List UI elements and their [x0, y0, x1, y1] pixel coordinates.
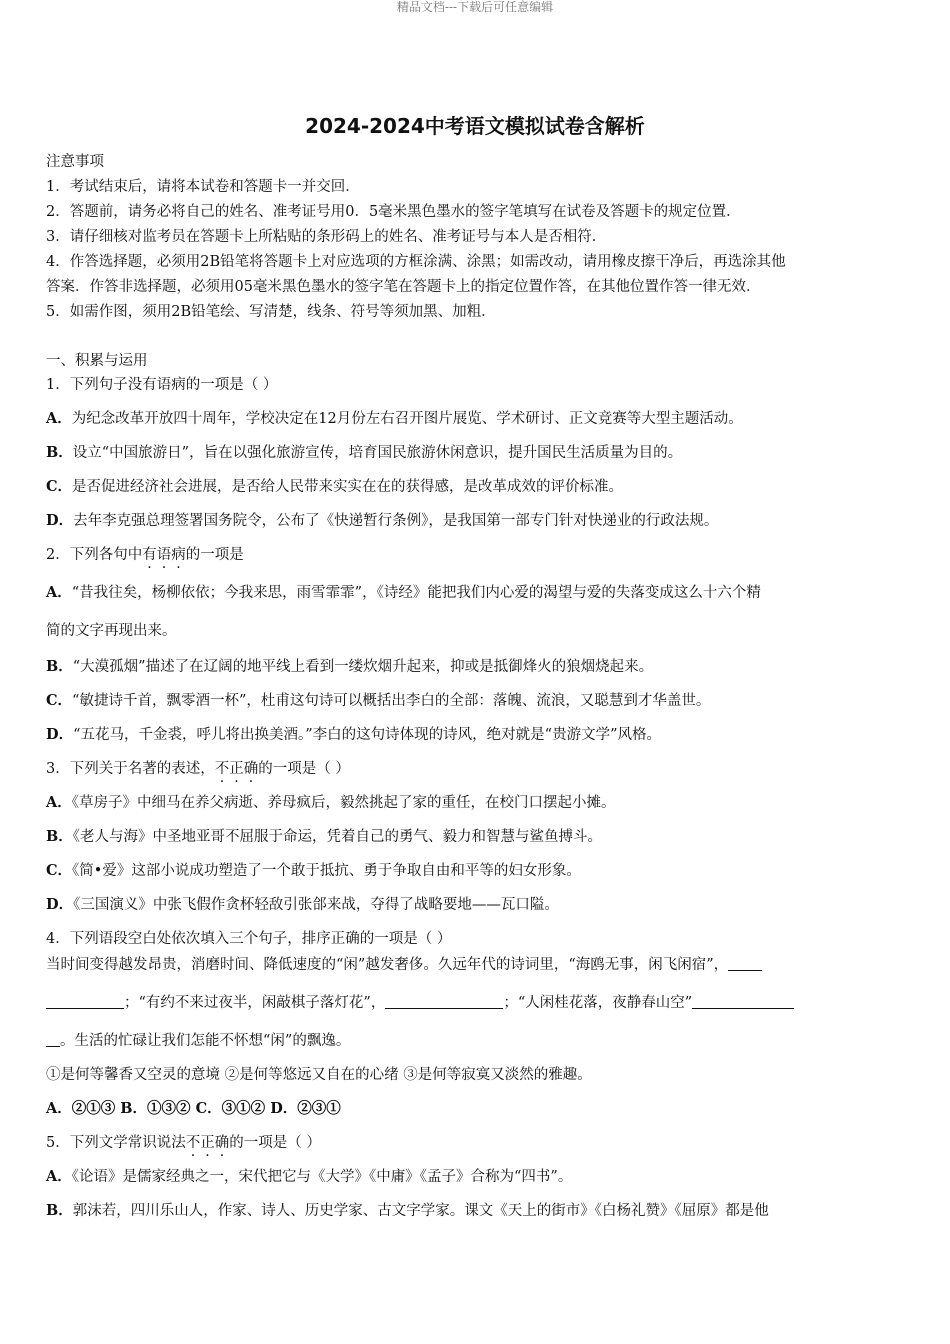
q1-option-c: [46, 475, 904, 499]
blank-line: [728, 954, 762, 971]
emphasis-char: 确: [243, 761, 259, 777]
option-label: D．: [46, 896, 74, 913]
blank-line: [46, 1030, 60, 1047]
notice-item: 答案．作答非选择题，必须用05毫米黑色墨水的签字笔在答题卡上的指定位置作答，在其他位置作答一律无效．: [46, 279, 761, 295]
stem-text: 的一项是: [185, 547, 244, 563]
header-note: 精品文档---下载后可任意编辑: [396, 0, 554, 14]
notice-section: [46, 150, 904, 325]
option-text: “昔我往矣，杨柳依依；今我来思，雨雪霏霏”，《诗经》能把我们内心爱的渴望与爱的失落变成这么十六个精: [71, 585, 761, 601]
q1-option-d: [46, 509, 904, 533]
q3-option-a: [46, 791, 904, 815]
notice-heading: 注意事项: [46, 154, 104, 170]
option-label: A．: [46, 410, 72, 427]
stem-text: 的一项是（ ）: [258, 761, 350, 777]
emphasis-char: 有: [142, 547, 157, 563]
passage-text: ；“人闲桂花落，夜静春山空”: [503, 995, 693, 1011]
notice-item: 3．请仔细核对监考员在答题卡上所粘贴的条形码上的姓名、准考证号与本人是否相符．: [46, 229, 607, 245]
stem-text: 3．下列关于名著的表述，: [46, 761, 215, 777]
q2-option-c: [46, 689, 904, 713]
question-1-stem: 1．下列句子没有语病的一项是（ ）: [46, 377, 278, 393]
emphasis-char: 确: [214, 1135, 230, 1151]
question-2-stem: [46, 543, 904, 567]
option-label: C．: [46, 862, 73, 879]
stem-text: 5．下列文学常识说法: [46, 1135, 186, 1151]
stem-text: 的一项是（ ）: [229, 1135, 321, 1151]
option-label: B．: [46, 444, 73, 461]
emphasis-char: 正: [200, 1135, 215, 1151]
option-label: B．: [46, 828, 73, 845]
question-4-stem: 4．下列语段空白处依次填入三个句子，排序正确的一项是（ ）: [46, 931, 452, 947]
option-text: “大漠孤烟”描述了在辽阔的地平线上看到一缕炊烟升起来，抑或是抵御烽火的狼烟烧起来。: [72, 659, 654, 675]
q1-option-b: [46, 441, 904, 465]
option-label: D．: [46, 726, 74, 743]
option-label: D．: [46, 512, 74, 529]
option-label: A．: [46, 794, 72, 811]
notice-item: 5．如需作图，须用2B铅笔绘、写清楚，线条、符号等须加黑、加粗．: [46, 304, 496, 320]
blank-line: [692, 992, 794, 1009]
option-text: 《老人与海》中圣地亚哥不屈服于命运，凭着自己的勇气、毅力和智慧与鲨鱼搏斗。: [72, 829, 603, 845]
passage-text: 当时间变得越发昂贵，消磨时间、降低速度的“闲”越发奢侈。久远年代的诗词里，“海鸥无事，闲飞闲宿”，: [46, 957, 729, 973]
notice-item: 2．答题前，请务必将自己的姓名、准考证号用0．5毫米黑色墨水的签字笔填写在试卷及答题卡的规定位置．: [46, 204, 741, 220]
option-text: 《论语》是儒家经典之一，宋代把它与《大学》《中庸》《孟子》合称为“四书”。: [71, 1169, 573, 1185]
option-label: A．: [46, 584, 72, 601]
section-1: [46, 349, 904, 1223]
question-3-stem: [46, 757, 904, 781]
q4-passage-line: [46, 1029, 904, 1053]
option-label: B．: [46, 1202, 73, 1219]
q2-option-d: [46, 723, 904, 747]
q2-option-b: [46, 655, 904, 679]
option-label: C．: [46, 478, 73, 495]
q4-passage-line: [46, 953, 904, 977]
option-text: 为纪念改革开放四十周年，学校决定在12月份左右召开图片展览、学术研讨、正文竞赛等大型主题活动。: [71, 411, 743, 427]
q3-option-d: [46, 893, 904, 917]
option-text: 《三国演义》中张飞假作贪杯轻敌引张郃来战，夺得了战略要地——瓦口隘。: [73, 897, 559, 913]
question-5-stem: [46, 1131, 904, 1155]
option-label: C．: [46, 692, 73, 709]
section-heading: 一、积累与运用: [46, 353, 148, 369]
emphasis-char: 语: [156, 547, 172, 563]
emphasis-char: 不: [185, 1135, 201, 1151]
emphasis-char: 正: [229, 761, 244, 777]
option-text: 去年李克强总理签署国务院令，公布了《快递暂行条例》，是我国第一部专门针对快递业的行政法规。: [73, 513, 719, 529]
q1-option-a: [46, 407, 904, 431]
option-text: 《简•爱》这部小说成功塑造了一个敢于抵抗、勇于争取自由和平等的妇女形象。: [72, 863, 581, 879]
option-label: B．: [46, 658, 73, 675]
q3-option-b: [46, 825, 904, 849]
option-text: 是否促进经济社会进展，是否给人民带来实实在在的获得感，是改革成效的评价标准。: [72, 479, 624, 495]
emphasis-char: 病: [171, 547, 186, 563]
emphasis-char: 不: [214, 761, 230, 777]
q5-option-b: [46, 1199, 904, 1223]
q3-option-c: [46, 859, 904, 883]
option-text: 《草房子》中细马在养父病逝、养母疯后，毅然挑起了家的重任，在校门口摆起小摊。: [71, 795, 616, 811]
blank-line: [385, 992, 503, 1009]
option-text: “五花马，千金裘，呼儿将出换美酒。”李白的这句诗体现的诗风，绝对就是“贵游文学”风格。: [73, 727, 661, 743]
blank-line: [46, 992, 124, 1009]
page-title: 2024-2024中考语文模拟试卷含解析: [305, 114, 645, 138]
option-text: “敏捷诗千首，飘零酒一杯”，杜甫这句诗可以概括出李白的全部：落魄、流浪，又聪慧到才华盖世。: [72, 693, 711, 709]
stem-text: 2．下列各句中: [46, 547, 143, 563]
passage-text: 。生活的忙碌让我们怎能不怀想“闲”的飘逸。: [60, 1033, 351, 1049]
notice-item: 1．考试结束后，请将本试卷和答题卡一并交回．: [46, 179, 360, 195]
notice-item: 4．作答选择题，必须用2B铅笔将答题卡上对应选项的方框涂满、涂黑；如需改动，请用橡皮擦干净后，再选涂其他: [46, 254, 786, 270]
q4-passage-line: [46, 991, 904, 1015]
option-text: 郭沫若，四川乐山人，作家、诗人、历史学家、古文字学家。课文《天上的街市》《白杨礼赞》《屈原》都是他: [72, 1203, 769, 1219]
q2-option-a-cont: 简的文字再现出来。: [46, 623, 177, 639]
passage-text: ；“有约不来过夜半，闲敲棋子落灯花”，: [124, 995, 386, 1011]
q4-sentences: ①是何等馨香又空灵的意境 ②是何等悠远又自在的心绪 ③是何等寂寞又淡然的雅趣。: [46, 1067, 592, 1083]
option-label: A．: [46, 1168, 72, 1185]
q5-option-a: [46, 1165, 904, 1189]
q4-options: A．②①③ B．①③② C．③①② D．②③①: [46, 1100, 341, 1117]
option-text: 设立“中国旅游日”，旨在以强化旅游宣传，培育国民旅游休闲意识，提升国民生活质量为目的。: [72, 445, 683, 461]
document-body: [46, 150, 904, 1223]
q2-option-a: [46, 581, 904, 605]
